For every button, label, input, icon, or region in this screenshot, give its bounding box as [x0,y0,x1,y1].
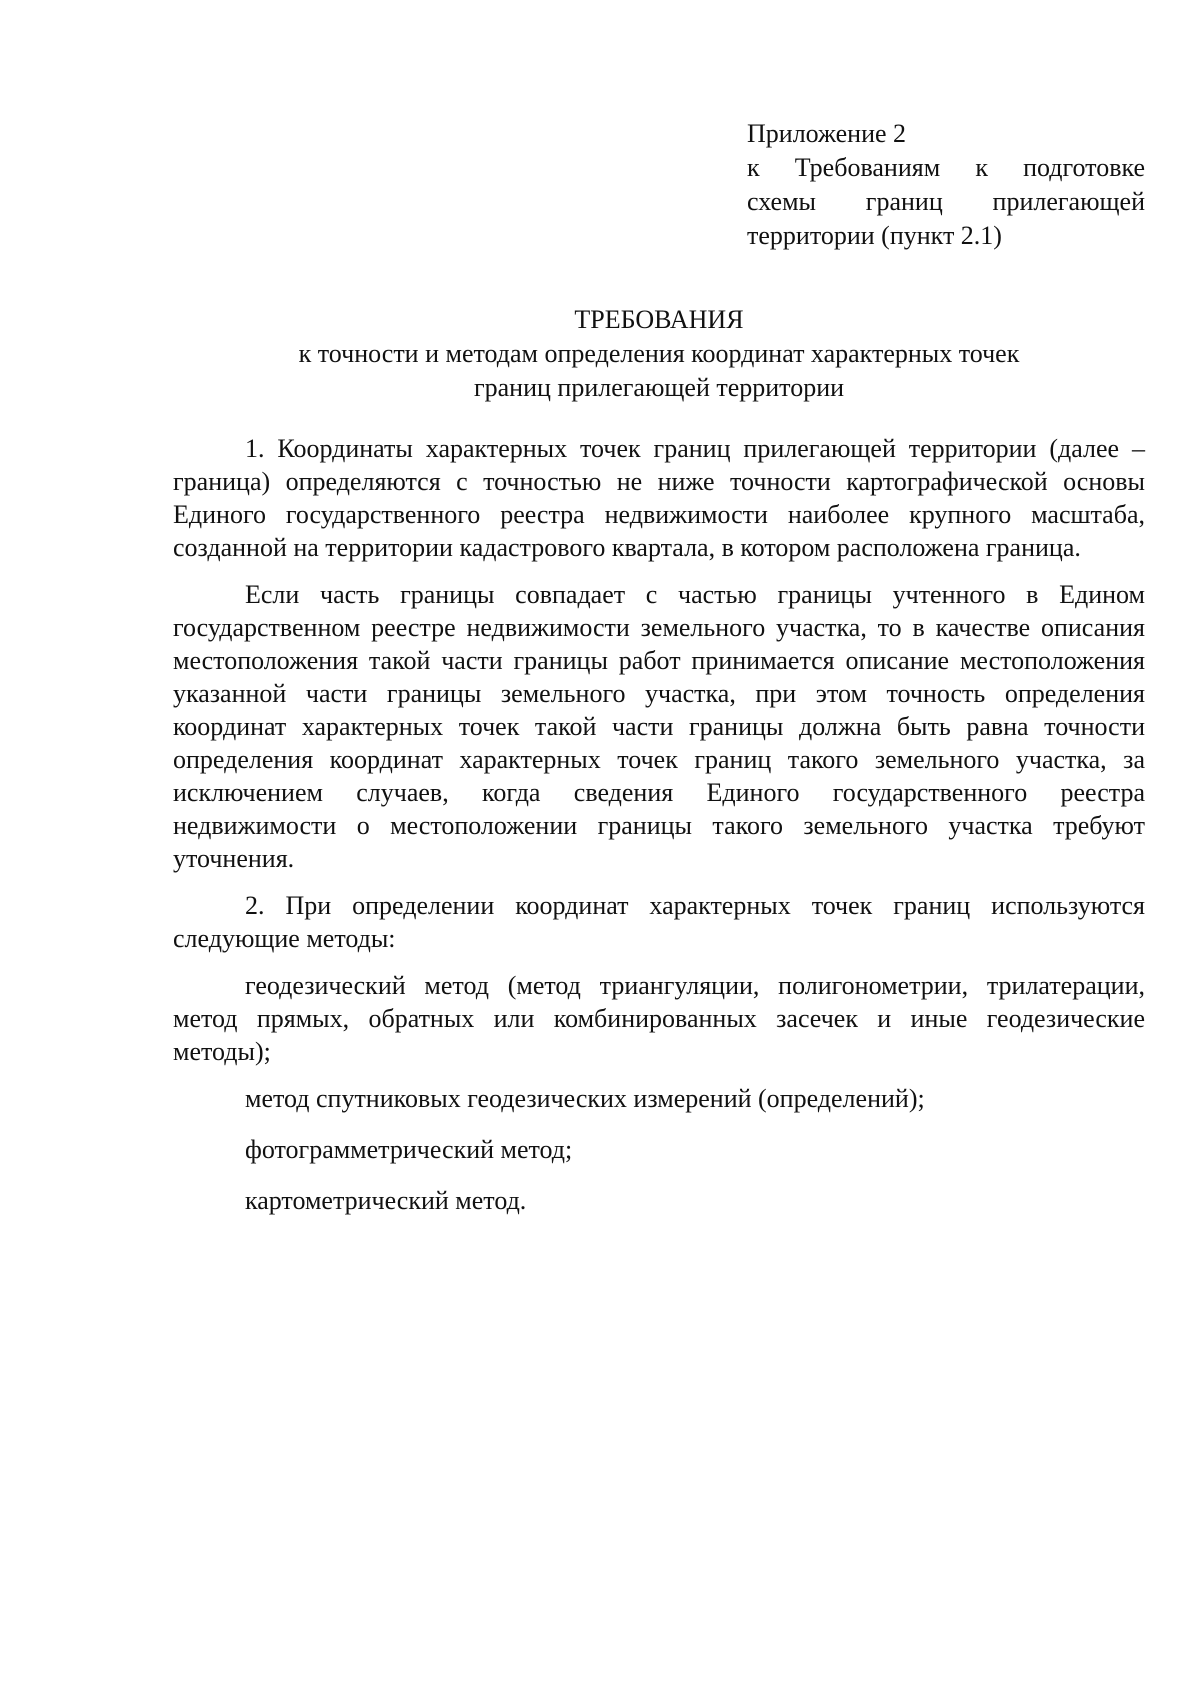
title-subtitle: к точности и методам определения координат характерных точек [298,339,1020,368]
method-item: картометрический метод. [245,1186,527,1215]
method-item: фотограмметрический метод; [245,1135,573,1164]
method-item: метод спутниковых геодезических измерений (определений); [245,1084,925,1113]
document-body [173,432,1145,1235]
title-heading: ТРЕБОВАНИЯ [574,305,744,334]
annex-line: к Требованиям к подготовке [747,153,1145,182]
paragraph: 1. Координаты характерных точек границ прилегающей территории (далее – граница) определяются с точностью не ниже точности картографической основы Единого государственного реестра недвижимости наиболее крупного масштаба, созданной на территории кадастрового квартала, в котором расположена граница. [173,434,1145,562]
paragraph: 2. При определении координат характерных точек границ используются следующие методы: [173,891,1145,953]
annex-reference [747,117,1145,253]
annex-line: территории (пункт 2.1) [747,221,1002,250]
annex-line: схемы границ прилегающей [747,187,1145,216]
annex-line: Приложение 2 [747,119,907,148]
document-title [173,303,1145,405]
title-subtitle: границ прилегающей территории [473,373,845,402]
paragraph: Если часть границы совпадает с частью границы учтенного в Едином государственном реестре недвижимости земельного участка, то в качестве описания местоположения такой части границы работ принимается описание местоположения указанной части границы земельного участка, при этом точность определения координат характерных точек такой части границы должна быть равна точности определения координат характерных точек границ такого земельного участка, за исключением случаев, когда сведения Единого государственного реестра недвижимости о местоположении границы такого земельного участка требуют уточнения. [173,580,1145,873]
method-item: геодезический метод (метод триангуляции, полигонометрии, трилатерации, метод прямых, обратных или комбинированных засечек и иные геодезические методы); [173,971,1145,1066]
